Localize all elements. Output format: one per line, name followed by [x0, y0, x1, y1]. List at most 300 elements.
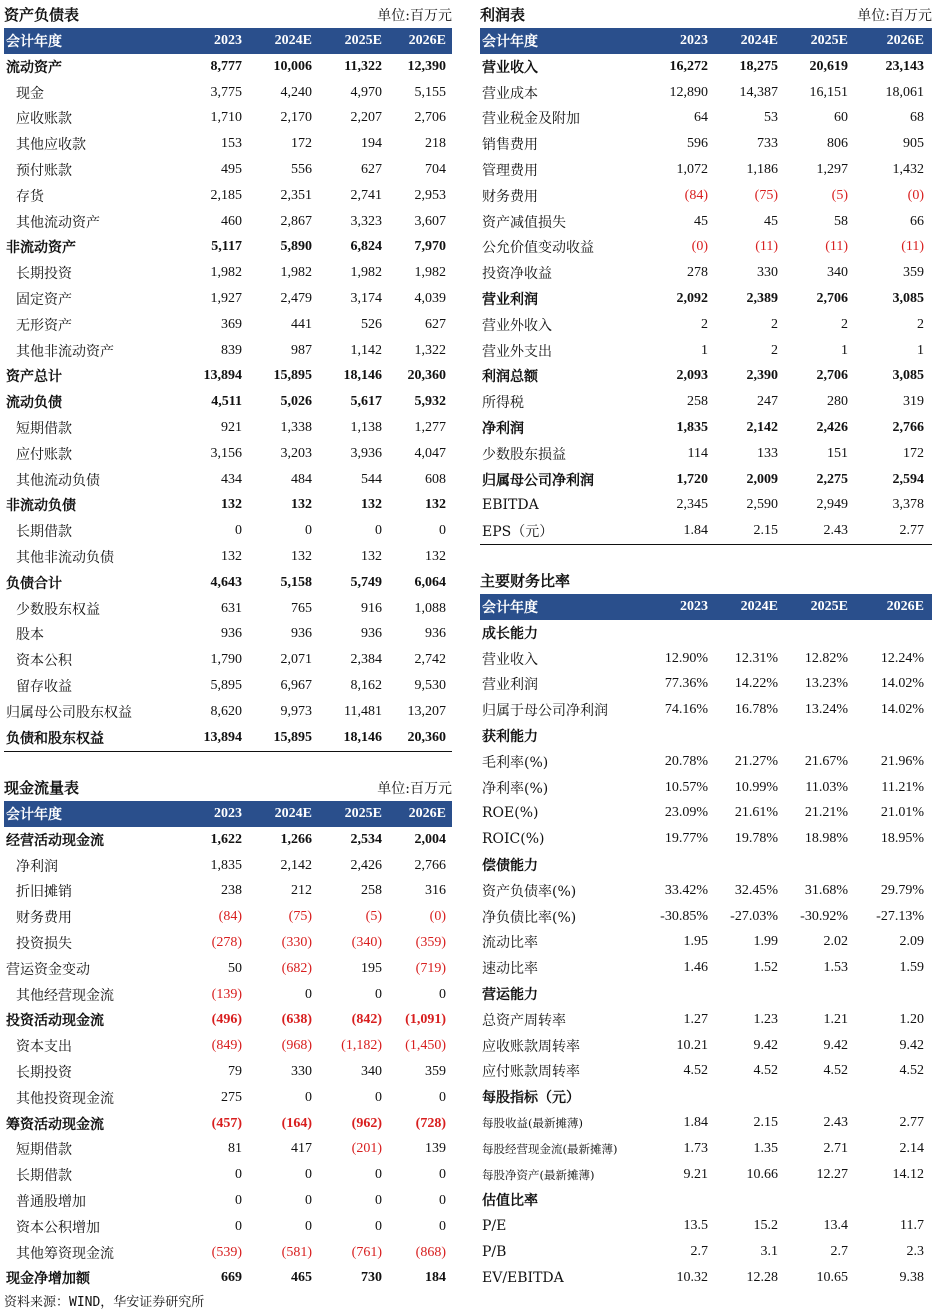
row-value: 6,824: [350, 239, 382, 255]
row-value: 153: [221, 136, 242, 152]
row-value: 18,146: [343, 368, 382, 384]
row-label: 负债合计: [6, 575, 62, 592]
row-value: 5,932: [414, 394, 446, 410]
row-value: 0: [235, 1218, 242, 1234]
row-value: 3,203: [280, 445, 312, 461]
row-value: 172: [291, 136, 312, 152]
row-value: 5,890: [280, 239, 312, 255]
row-value: 13.5: [683, 1218, 708, 1234]
row-value: 316: [425, 883, 446, 899]
row-value: 133: [757, 445, 778, 461]
row-value: 29.79%: [880, 882, 924, 898]
table-row: [480, 878, 932, 904]
income-header: [480, 28, 932, 54]
row-value: 730: [361, 1270, 382, 1286]
row-value: 5,895: [210, 678, 242, 694]
table-row: [4, 415, 452, 441]
header-label: 会计年度: [482, 600, 538, 616]
row-value: 16,151: [809, 84, 848, 100]
row-label: 其他经营现金流: [16, 987, 114, 1004]
row-value: (164): [281, 1115, 312, 1131]
table-row: [4, 467, 452, 493]
row-value: 2.02: [823, 934, 848, 950]
row-label: 应收账款周转率: [482, 1038, 580, 1055]
row-value: 2,071: [280, 652, 312, 668]
row-value: 13.4: [823, 1218, 848, 1234]
table-row: [480, 389, 932, 415]
row-value: 1,982: [414, 265, 446, 281]
row-value: 1.35: [753, 1140, 778, 1156]
row-value: 12.27: [816, 1166, 848, 1182]
row-value: 1.46: [683, 960, 708, 976]
row-value: 2,170: [280, 110, 312, 126]
row-value: 9.42: [753, 1037, 778, 1053]
row-value: 3,323: [350, 213, 382, 229]
row-value: 20,360: [407, 729, 446, 745]
row-value: 2,706: [816, 291, 848, 307]
row-value: 53: [764, 110, 778, 126]
row-value: 2,207: [350, 110, 382, 126]
header-year: 2024E: [274, 806, 312, 821]
row-value: 921: [221, 420, 242, 436]
cashflow-body: [4, 827, 452, 1291]
row-label: 其他筹资现金流: [16, 1245, 114, 1262]
row-value: 4,047: [414, 445, 446, 461]
row-value: 2,479: [280, 291, 312, 307]
row-value: (728): [415, 1115, 446, 1131]
row-label: ROIC(%): [482, 831, 545, 848]
table-row: [480, 1059, 932, 1085]
row-value: 2,741: [350, 187, 382, 203]
row-label: 投资损失: [16, 936, 72, 953]
row-value: 0: [305, 1167, 312, 1183]
row-value: (581): [281, 1244, 312, 1260]
row-value: 3,607: [414, 213, 446, 229]
row-value: 0: [305, 523, 312, 539]
row-value: 704: [425, 162, 446, 178]
table-row: [4, 879, 452, 905]
row-value: -27.03%: [730, 908, 778, 924]
row-label: 资产负债率(%): [482, 883, 577, 900]
table-row: [480, 415, 932, 441]
table-row: [4, 982, 452, 1008]
row-value: 23.09%: [664, 805, 708, 821]
row-label: 获利能力: [482, 729, 538, 746]
row-label: 偿债能力: [482, 858, 538, 875]
table-row: [4, 1137, 452, 1163]
row-value: 4.52: [823, 1063, 848, 1079]
row-label: EPS（元）: [482, 524, 554, 541]
row-value: 2,590: [746, 497, 778, 513]
row-value: 495: [221, 162, 242, 178]
table-row: [480, 1162, 932, 1188]
row-value: 4,511: [211, 394, 242, 410]
row-value: 2.14: [899, 1140, 924, 1156]
row-value: 544: [361, 471, 382, 487]
row-value: 1,277: [414, 420, 446, 436]
row-value: 330: [757, 265, 778, 281]
row-value: 5,026: [280, 394, 312, 410]
table-row: [4, 570, 452, 596]
row-value: 33.42%: [664, 882, 708, 898]
header-year: 2023: [214, 33, 242, 48]
header-year: 2026E: [886, 599, 924, 614]
row-value: 1: [917, 342, 924, 358]
row-value: 3.1: [760, 1244, 778, 1260]
row-value: 839: [221, 342, 242, 358]
row-value: 2,275: [816, 471, 848, 487]
table-row: [4, 647, 452, 673]
row-value: 81: [228, 1141, 242, 1157]
row-value: (0): [691, 239, 708, 255]
row-value: 10.32: [676, 1269, 708, 1285]
row-value: 1,720: [676, 471, 708, 487]
header-year: 2023: [214, 806, 242, 821]
row-label: 营运资金变动: [6, 961, 90, 978]
row-value: 627: [361, 162, 382, 178]
row-value: 330: [291, 1064, 312, 1080]
table-row: [4, 1240, 452, 1266]
row-value: (139): [211, 986, 242, 1002]
table-row: [4, 157, 452, 183]
row-value: 0: [235, 523, 242, 539]
row-label: 其他投资现金流: [16, 1090, 114, 1107]
table-row: [480, 80, 932, 106]
row-label: 流动负债: [6, 395, 62, 412]
table-row: [480, 312, 932, 338]
row-value: 77.36%: [664, 676, 708, 692]
row-value: 18,275: [739, 58, 778, 74]
row-value: 2,426: [350, 857, 382, 873]
row-label: 资本公积: [16, 653, 72, 670]
income-unit: 单位:百万元: [857, 7, 932, 24]
table-row: [480, 1136, 932, 1162]
row-value: 45: [694, 213, 708, 229]
row-value: 64: [694, 110, 708, 126]
table-row: [480, 620, 932, 646]
row-value: 0: [375, 523, 382, 539]
row-value: 0: [375, 1089, 382, 1105]
row-label: 营业收入: [482, 651, 538, 668]
table-row: [4, 235, 452, 261]
row-label: 每股指标（元）: [482, 1090, 580, 1107]
row-label: 现金: [16, 85, 44, 102]
row-label: 投资净收益: [482, 266, 552, 283]
row-value: 132: [425, 497, 446, 513]
header-label: 会计年度: [482, 34, 538, 50]
row-value: 9.42: [823, 1037, 848, 1053]
table-row: [480, 1110, 932, 1136]
row-value: (682): [281, 960, 312, 976]
row-value: 1.73: [683, 1140, 708, 1156]
row-label: 长期借款: [16, 1168, 72, 1185]
table-row: [4, 673, 452, 699]
row-value: 0: [439, 1193, 446, 1209]
row-label: P/B: [482, 1244, 507, 1261]
table-row: [480, 106, 932, 132]
table-row: [4, 956, 452, 982]
row-value: 10,006: [273, 58, 312, 74]
row-value: 10.65: [816, 1269, 848, 1285]
row-value: 1,138: [350, 420, 382, 436]
table-row: [4, 389, 452, 415]
row-value: 21.67%: [804, 753, 848, 769]
row-value: 21.27%: [734, 753, 778, 769]
row-value: 987: [291, 342, 312, 358]
row-value: 12,890: [669, 84, 708, 100]
row-value: 12.28: [746, 1269, 778, 1285]
table-row: [480, 1188, 932, 1214]
row-label: 净利润: [482, 421, 524, 438]
row-value: 417: [291, 1141, 312, 1157]
row-value: 1.84: [683, 1115, 708, 1131]
table-row: [480, 723, 932, 749]
table-row: [480, 157, 932, 183]
header-year: 2023: [680, 33, 708, 48]
row-value: 194: [361, 136, 382, 152]
table-row: [4, 493, 452, 519]
row-value: 238: [221, 883, 242, 899]
row-label: 流动资产: [6, 59, 62, 76]
table-row: [4, 1059, 452, 1085]
row-value: 13.24%: [804, 702, 848, 718]
row-label: 少数股东权益: [16, 601, 100, 618]
row-value: (340): [351, 935, 382, 951]
row-value: (539): [211, 1244, 242, 1260]
header-year: 2025E: [344, 806, 382, 821]
row-value: 1.53: [823, 960, 848, 976]
table-row: [4, 286, 452, 312]
row-label: 所得税: [482, 395, 524, 412]
row-value: 4,970: [350, 84, 382, 100]
row-label: 普通股增加: [16, 1194, 86, 1211]
row-value: 2,766: [414, 857, 446, 873]
table-row: [4, 338, 452, 364]
row-value: 5,158: [280, 574, 312, 590]
row-value: 31.68%: [804, 882, 848, 898]
row-label: 营业利润: [482, 677, 538, 694]
row-label: 管理费用: [482, 163, 538, 180]
row-label: 少数股东损益: [482, 446, 566, 463]
row-value: (761): [351, 1244, 382, 1260]
row-value: 18.95%: [880, 831, 924, 847]
row-label: 折旧摊销: [16, 884, 72, 901]
balance-sheet-header: [4, 28, 452, 54]
row-value: 2,009: [746, 471, 778, 487]
row-value: 2.71: [823, 1140, 848, 1156]
row-label: 资产总计: [6, 369, 62, 386]
row-value: 2,742: [414, 652, 446, 668]
row-value: 8,777: [210, 58, 242, 74]
row-value: (849): [211, 1038, 242, 1054]
table-row: [480, 1033, 932, 1059]
row-label: 净负债比率(%): [482, 909, 577, 926]
table-row: [480, 1239, 932, 1265]
row-value: 8,162: [350, 678, 382, 694]
row-value: 2,351: [280, 187, 312, 203]
row-value: 2,345: [676, 497, 708, 513]
row-value: 23,143: [885, 58, 924, 74]
table-row: [480, 364, 932, 390]
table-row: [4, 1085, 452, 1111]
row-label: 毛利率(%): [482, 754, 549, 771]
row-value: (1,450): [405, 1038, 446, 1054]
row-label: 公允价值变动收益: [482, 240, 594, 257]
row-value: 1,088: [414, 600, 446, 616]
income-title-row: [480, 1, 932, 28]
cashflow-unit: 单位:百万元: [377, 780, 452, 797]
row-value: 32.45%: [734, 882, 778, 898]
table-row: [480, 826, 932, 852]
table-row: [4, 930, 452, 956]
table-row: [4, 80, 452, 106]
row-label: 每股净资产(最新摊薄): [482, 1167, 595, 1182]
row-value: 1.52: [753, 960, 778, 976]
row-value: 2,389: [746, 291, 778, 307]
row-value: (842): [351, 1012, 382, 1028]
row-value: 10.99%: [734, 779, 778, 795]
table-row: [480, 930, 932, 956]
table-row: [480, 1265, 932, 1291]
row-value: (84): [218, 909, 242, 925]
row-value: 1.27: [683, 1011, 708, 1027]
income-bottom-rule: [480, 544, 932, 545]
row-value: 2.7: [690, 1244, 708, 1260]
row-value: (0): [907, 187, 924, 203]
row-value: 2,384: [350, 652, 382, 668]
row-label: 营业外支出: [482, 343, 552, 360]
table-row: [480, 493, 932, 519]
row-value: 0: [375, 1167, 382, 1183]
row-value: -27.13%: [876, 908, 924, 924]
row-value: 6,064: [414, 574, 446, 590]
row-value: 132: [425, 549, 446, 565]
row-value: -30.92%: [800, 908, 848, 924]
row-label: EV/EBITDA: [482, 1269, 564, 1286]
row-value: 9.42: [899, 1037, 924, 1053]
balance-sheet-title: 资产负债表: [4, 6, 80, 24]
row-value: 79: [228, 1064, 242, 1080]
row-value: 19.78%: [734, 831, 778, 847]
row-value: 526: [361, 316, 382, 332]
row-value: 10.66: [746, 1166, 778, 1182]
row-value: 258: [361, 883, 382, 899]
row-value: 1.23: [753, 1011, 778, 1027]
row-value: 1: [701, 342, 708, 358]
row-value: 14.22%: [734, 676, 778, 692]
row-value: 21.96%: [880, 753, 924, 769]
row-value: 9,530: [414, 678, 446, 694]
row-value: (496): [211, 1012, 242, 1028]
row-label: EBITDA: [482, 497, 539, 514]
row-value: 0: [305, 1089, 312, 1105]
row-label: 营业成本: [482, 85, 538, 102]
row-value: 12.82%: [804, 650, 848, 666]
row-label: 经营活动现金流: [6, 832, 104, 849]
row-value: 765: [291, 600, 312, 616]
row-value: 12.24%: [880, 650, 924, 666]
row-label: 长期借款: [16, 524, 72, 541]
row-value: 359: [425, 1064, 446, 1080]
table-row: [480, 852, 932, 878]
row-label: 归属于母公司净利润: [482, 703, 608, 720]
table-row: [4, 1111, 452, 1137]
table-row: [480, 338, 932, 364]
row-value: 2.43: [823, 523, 848, 539]
row-value: 0: [439, 1218, 446, 1234]
row-label: 营运能力: [482, 987, 538, 1004]
table-row: [480, 672, 932, 698]
row-value: 280: [827, 394, 848, 410]
row-value: 275: [221, 1089, 242, 1105]
row-value: -30.85%: [660, 908, 708, 924]
row-value: 1.21: [823, 1011, 848, 1027]
balance-sheet-bottom-rule: [4, 751, 452, 753]
row-value: 2.15: [753, 523, 778, 539]
row-value: 3,936: [350, 445, 382, 461]
row-value: 1,710: [210, 110, 242, 126]
table-row: [4, 183, 452, 209]
table-row: [480, 904, 932, 930]
row-value: (457): [211, 1115, 242, 1131]
table-row: [480, 131, 932, 157]
row-value: 1,982: [280, 265, 312, 281]
row-label: 非流动资产: [6, 240, 76, 257]
row-value: 1.59: [899, 960, 924, 976]
table-row: [4, 904, 452, 930]
row-value: 2: [771, 342, 778, 358]
row-value: 0: [305, 1218, 312, 1234]
row-value: 1,322: [414, 342, 446, 358]
table-row: [4, 131, 452, 157]
row-value: 7,970: [414, 239, 446, 255]
row-value: 15.2: [753, 1218, 778, 1234]
row-value: 132: [361, 497, 382, 513]
row-value: 2: [701, 316, 708, 332]
row-value: (11): [825, 239, 848, 255]
row-value: 936: [361, 626, 382, 642]
row-value: 8,620: [210, 703, 242, 719]
row-label: 留存收益: [16, 679, 72, 696]
row-value: 340: [827, 265, 848, 281]
row-value: 2.77: [899, 1115, 924, 1131]
row-value: 4,643: [210, 574, 242, 590]
income-title: 利润表: [480, 6, 526, 24]
ratios-body: [480, 620, 932, 1291]
row-value: 434: [221, 471, 242, 487]
row-label: 财务费用: [482, 188, 538, 205]
income-body: [480, 54, 932, 544]
row-value: (11): [901, 239, 924, 255]
row-label: 流动比率: [482, 935, 538, 952]
table-row: [4, 725, 452, 751]
row-label: 股本: [16, 627, 44, 644]
row-value: 2.09: [899, 934, 924, 950]
table-row: [480, 697, 932, 723]
row-value: 20,360: [407, 368, 446, 384]
table-row: [4, 1008, 452, 1034]
row-label: 速动比率: [482, 961, 538, 978]
table-row: [4, 106, 452, 132]
row-value: 2,949: [816, 497, 848, 513]
row-value: 0: [439, 1167, 446, 1183]
row-value: 3,085: [892, 368, 924, 384]
row-value: 2,766: [892, 420, 924, 436]
row-value: 2.43: [823, 1115, 848, 1131]
row-value: 2: [841, 316, 848, 332]
row-value: 2,390: [746, 368, 778, 384]
table-row: [4, 1162, 452, 1188]
